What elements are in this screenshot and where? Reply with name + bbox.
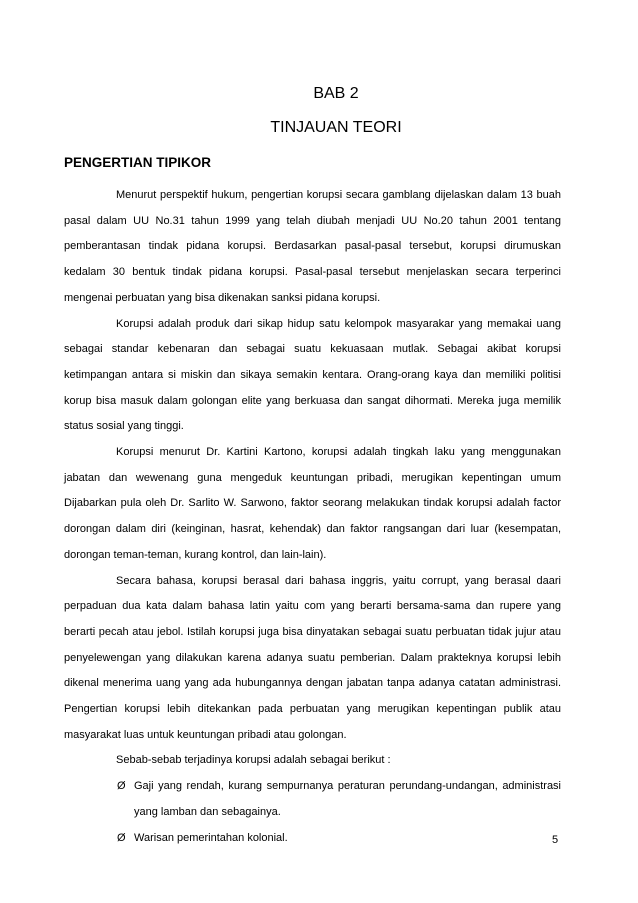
bullet-arrow-icon: Ø <box>117 831 126 844</box>
bullet-text-1: Gaji yang rendah, kurang sempurnanya peraturan perundang-undangan, administrasi yang lamban dan sebagainya. <box>134 780 561 818</box>
page-number: 5 <box>552 834 559 846</box>
bullet-arrow-icon: Ø <box>117 780 126 793</box>
bullet-text-2: Warisan pemerintahan kolonial. <box>134 831 288 844</box>
chapter-title: TINJAUAN TEORI <box>270 119 402 136</box>
paragraph-3: Korupsi menurut Dr. Kartini Kartono, korupsi adalah tingkah laku yang menggunakan jabatan dan wewenang guna mengeduk keuntungan pribadi, merugikan kepentingan umum Dijabarkan pula oleh Dr. Sarlito W. Sarwono, faktor seorang melakukan tindak korupsi adalah factor dorongan dalam diri (keinginan, hasrat, kehendak) dan faktor rangsangan dari luar (kesempatan, dorongan teman-teman, kurang kontrol, dan lain-lain). <box>64 446 561 561</box>
paragraph-1: Menurut perspektif hukum, pengertian korupsi secara gamblang dijelaskan dalam 13 buah pasal dalam UU No.31 tahun 1999 yang telah diubah menjadi UU No.20 tahun 2001 tentang pemberantasan tindak pidana korupsi. Berdasarkan pasal-pasal tersebut, korupsi dirumuskan kedalam 30 bentuk tindak pidana korupsi. Pasal-pasal tersebut menjelaskan secara terperinci mengenai perbuatan yang bisa dikenakan sanksi pidana korupsi. <box>64 189 561 304</box>
body-text <box>64 183 561 851</box>
bullet-item-2 <box>64 826 561 852</box>
paragraph-4: Secara bahasa, korupsi berasal dari bahasa inggris, yaitu corrupt, yang berasal daari perpaduan dua kata dalam bahasa latin yaitu com yang berarti bersama-sama dan rupere yang berarti pecah atau jebol. Istilah korupsi juga bisa dinyatakan sebagai suatu perbuatan tidak jujur atau penyelewengan yang dilakukan karena adanya suatu pemberian. Dalam prakteknya korupsi lebih dikenal menerima uang yang ada hubungannya dengan jabatan tanpa adanya catatan administrasi. Pengertian korupsi lebih ditekankan pada perbuatan yang merugikan kepentingan publik atau masyarakat luas untuk keuntungan pribadi atau golongan. <box>64 574 561 741</box>
section-heading: PENGERTIAN TIPIKOR <box>64 155 212 170</box>
chapter-label: BAB 2 <box>313 85 359 102</box>
paragraph-2: Korupsi adalah produk dari sikap hidup satu kelompok masyarakar yang memakai uang sebagai standar kebenaran dan sebagai suatu kekuasaan mutlak. Sebagai akibat korupsi ketimpangan antara si miskin dan sikaya semakin kentara. Orang-orang kaya dan memiliki politisi korup bisa masuk dalam golongan elite yang berkuasa dan sangat dihormati. Mereka juga memilik status sosial yang tinggi. <box>64 317 561 433</box>
paragraph-5: Sebab-sebab terjadinya korupsi adalah sebagai berikut : <box>116 754 391 767</box>
bullet-item-1 <box>64 774 561 825</box>
